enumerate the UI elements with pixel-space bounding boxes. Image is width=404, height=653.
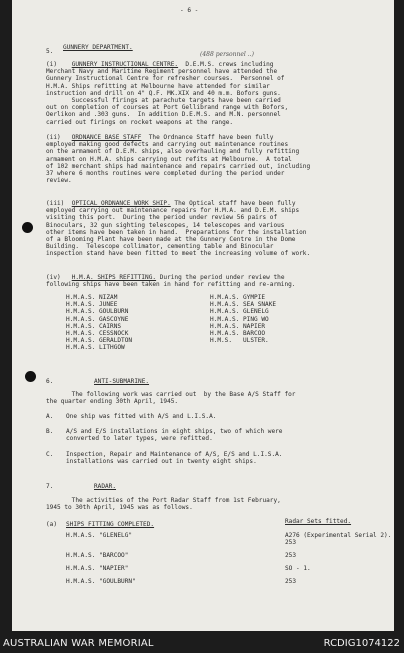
ship-name: H.M.A.S. NIZAM: [66, 294, 118, 301]
text-line: (iii) OPTICAL ORDNANCE WORK SHIP. The Optical staff have been fully: [46, 200, 296, 207]
text-line: employed carrying out maintenance repairs for H.M.A. and D.E.M. ships: [46, 207, 300, 215]
page-number: - 6 -: [180, 7, 199, 14]
text-line: H.M.A. Ships refitting at Melbourne have attended for similar: [46, 82, 270, 90]
ship-cell: H.M.A.S. "NAPIER": [66, 565, 129, 572]
text-line: The activities of the Port Radar Staff from 1st February,: [46, 497, 281, 504]
section-5-heading: GUNNERY DEPARTMENT.: [63, 44, 133, 51]
table-row: [66, 565, 396, 578]
ship-name: H.M.A.S. GERALDTON: [66, 337, 133, 345]
ship-cell: H.M.A.S. "GLENELG": [66, 532, 133, 539]
radar-set-cell: 253: [285, 578, 297, 585]
subsection-heading: ORDNANCE BASE STAFF: [71, 134, 142, 141]
subsection-heading: H.M.A. SHIPS REFITTING.: [71, 274, 157, 281]
ship-name: H.M.A.S. GLENELG: [210, 308, 269, 316]
ship-name: H.M.A.S. GOULBURN: [66, 308, 129, 316]
punch-hole-top: [22, 222, 33, 233]
section-5-ii-paragraph: [46, 134, 310, 184]
item-text: Inspection, Repair and Maintenance of A/S, E/S and L.I.S.A.: [66, 450, 283, 458]
ship-name: H.M.A.S. GYMPIE: [210, 294, 266, 301]
section-6-heading: ANTI-SUBMARINE.: [94, 378, 150, 385]
table-row: [66, 578, 396, 591]
ship-cell: H.M.A.S. "BARCOO": [66, 552, 129, 559]
text-line: other items have been taken in hand. Preparations for the installation: [46, 228, 307, 236]
text-line: following ships have been taken in hand for refitting and re-arming.: [46, 281, 296, 289]
table-row: [66, 552, 396, 565]
section-7-heading: RADAR.: [94, 483, 117, 490]
text-line: The following work was carried out by the Base A/S Staff for: [46, 391, 296, 398]
radar-set-cell: 253: [285, 552, 297, 559]
text-line: Successful firings at parachute targets have been carried: [46, 97, 281, 105]
item-text: A/S and E/S installations in eight ships, two of which were: [66, 428, 283, 436]
ship-name: H.M.A.S. CESSNOCK: [66, 330, 129, 338]
section-5-iv-paragraph: [46, 274, 295, 288]
subsection-heading: OPTICAL ORDNANCE WORK SHIP.: [71, 200, 171, 207]
text-line: on the armament of D.E.M. ships, also overhauling and fully refitting: [46, 148, 300, 156]
text-line: instruction and drill on 4" Q.F. MK.XIX and 40 m.m. Bofors guns.: [46, 89, 281, 97]
document-page: [12, 0, 394, 631]
text-line: Gunnery Instructional Centre for refresher courses. Personnel of: [46, 75, 285, 83]
text-line: the quarter ending 30th April, 1945.: [46, 398, 179, 406]
list-item: [46, 428, 282, 442]
text-line: Merchant Navy and Maritime Regiment personnel have attended the: [46, 68, 278, 76]
subsection-a-label: (a): [46, 521, 58, 528]
list-item: [46, 451, 282, 465]
text-line: 1945 to 30th April, 1945 was as follows.: [46, 504, 193, 512]
subsection-heading: GUNNERY INSTRUCTIONAL CENTRE.: [71, 61, 179, 68]
table-row: [66, 532, 396, 552]
item-text: installations was carried out in twenty eight ships.: [66, 457, 257, 465]
handwritten-note: (488 personnel ..): [200, 51, 254, 58]
punch-hole-bottom: [25, 371, 36, 382]
text-line: (i) GUNNERY INSTRUCTIONAL CENTRE. D.E.M.S. crews including: [46, 61, 274, 68]
text-line: 37 where 6 months routines were completed during the period under: [46, 170, 285, 178]
ship-name: H.M.A.S. SEA SNAKE: [210, 301, 277, 309]
section-6-items: [46, 413, 282, 473]
text-line: out on completion of courses at Port Gellibrand range with Bofors,: [46, 104, 289, 112]
text-line: inspection stand have been fitted to meet the increasing volume of work.: [46, 250, 311, 258]
item-letter: B.: [46, 428, 54, 436]
text-line: of 102 merchant ships had maintenance and repairs carried out, including: [46, 162, 311, 170]
ship-name: H.M.A.S. CAIRNS: [66, 322, 122, 330]
radar-set-cell: A276 (Experimental Serial 2).: [285, 532, 392, 539]
text-line: Binoculars, 32 gun sighting telescopes, 14 telescopes and various: [46, 221, 285, 229]
ship-name: H.M.A.S. PING WO: [210, 315, 269, 323]
radar-set-cell: 253: [285, 539, 297, 547]
radar-set-cell: SO - 1.: [285, 565, 311, 572]
ship-name: H.M.S. ULSTER.: [210, 337, 269, 345]
section-5-iii-paragraph: [46, 200, 310, 258]
text-line: carried out firings on rocket weapons at the range.: [46, 118, 234, 126]
archive-footer: [0, 636, 404, 653]
item-letter: A.: [46, 413, 54, 420]
ships-list-left: [66, 294, 132, 352]
text-line: Oerlikon and .303 guns. In addition D.E.M.S. and M.N. personnel: [46, 111, 281, 119]
subsection-a-heading: SHIPS FITTING COMPLETED.: [66, 521, 155, 528]
section-5-i-paragraph: [46, 61, 288, 126]
ship-name: H.M.A.S. GASCOYNE: [66, 315, 129, 323]
radar-table: [66, 532, 396, 591]
item-text: converted to later types, were refitted.: [66, 435, 213, 443]
item-text: One ship was fitted with A/S and L.I.S.A.: [66, 413, 217, 420]
text-line: (iv) H.M.A. SHIPS REFITTING. During the period under review the: [46, 274, 285, 281]
text-line: Building. Telescope collimator, cementing table and Binocular: [46, 243, 274, 251]
ships-list-right: [210, 294, 276, 344]
text-line: of a Blooming Plant have been made at the Gunnery Centre in the Dome: [46, 236, 296, 244]
text-line: (ii) ORDNANCE BASE STAFF The Ordnance Staff have been fully: [46, 134, 274, 141]
item-letter: C.: [46, 450, 54, 458]
text-line: review.: [46, 177, 72, 185]
ship-name: H.M.A.S. BARCOO: [210, 330, 266, 338]
ship-name: H.M.A.S. LITHGOW: [66, 344, 125, 352]
text-line: visiting this port. During the period under review 56 pairs of: [46, 214, 278, 222]
text-line: armament on H.M.A. ships carrying out refits at Melbourne. A total: [46, 155, 292, 163]
text-line: employed making good defects and carrying out maintenance routines: [46, 141, 289, 149]
ship-name: H.M.A.S. JUNEE: [66, 301, 118, 309]
ship-cell: H.M.A.S. "GOULBURN": [66, 578, 136, 585]
section-7-intro: [46, 497, 281, 511]
section-6-intro: [46, 391, 295, 405]
radar-column-heading: Radar Sets fitted.: [285, 518, 352, 525]
footer-reference: RCDIG1074122: [323, 638, 400, 649]
section-5-number: 5.: [46, 48, 54, 55]
list-item: [46, 413, 282, 420]
ship-name: H.M.A.S. NAPIER: [210, 322, 266, 330]
section-7-number: 7.: [46, 483, 54, 490]
section-6-number: 6.: [46, 378, 54, 385]
footer-institution: AUSTRALIAN WAR MEMORIAL: [3, 638, 154, 649]
